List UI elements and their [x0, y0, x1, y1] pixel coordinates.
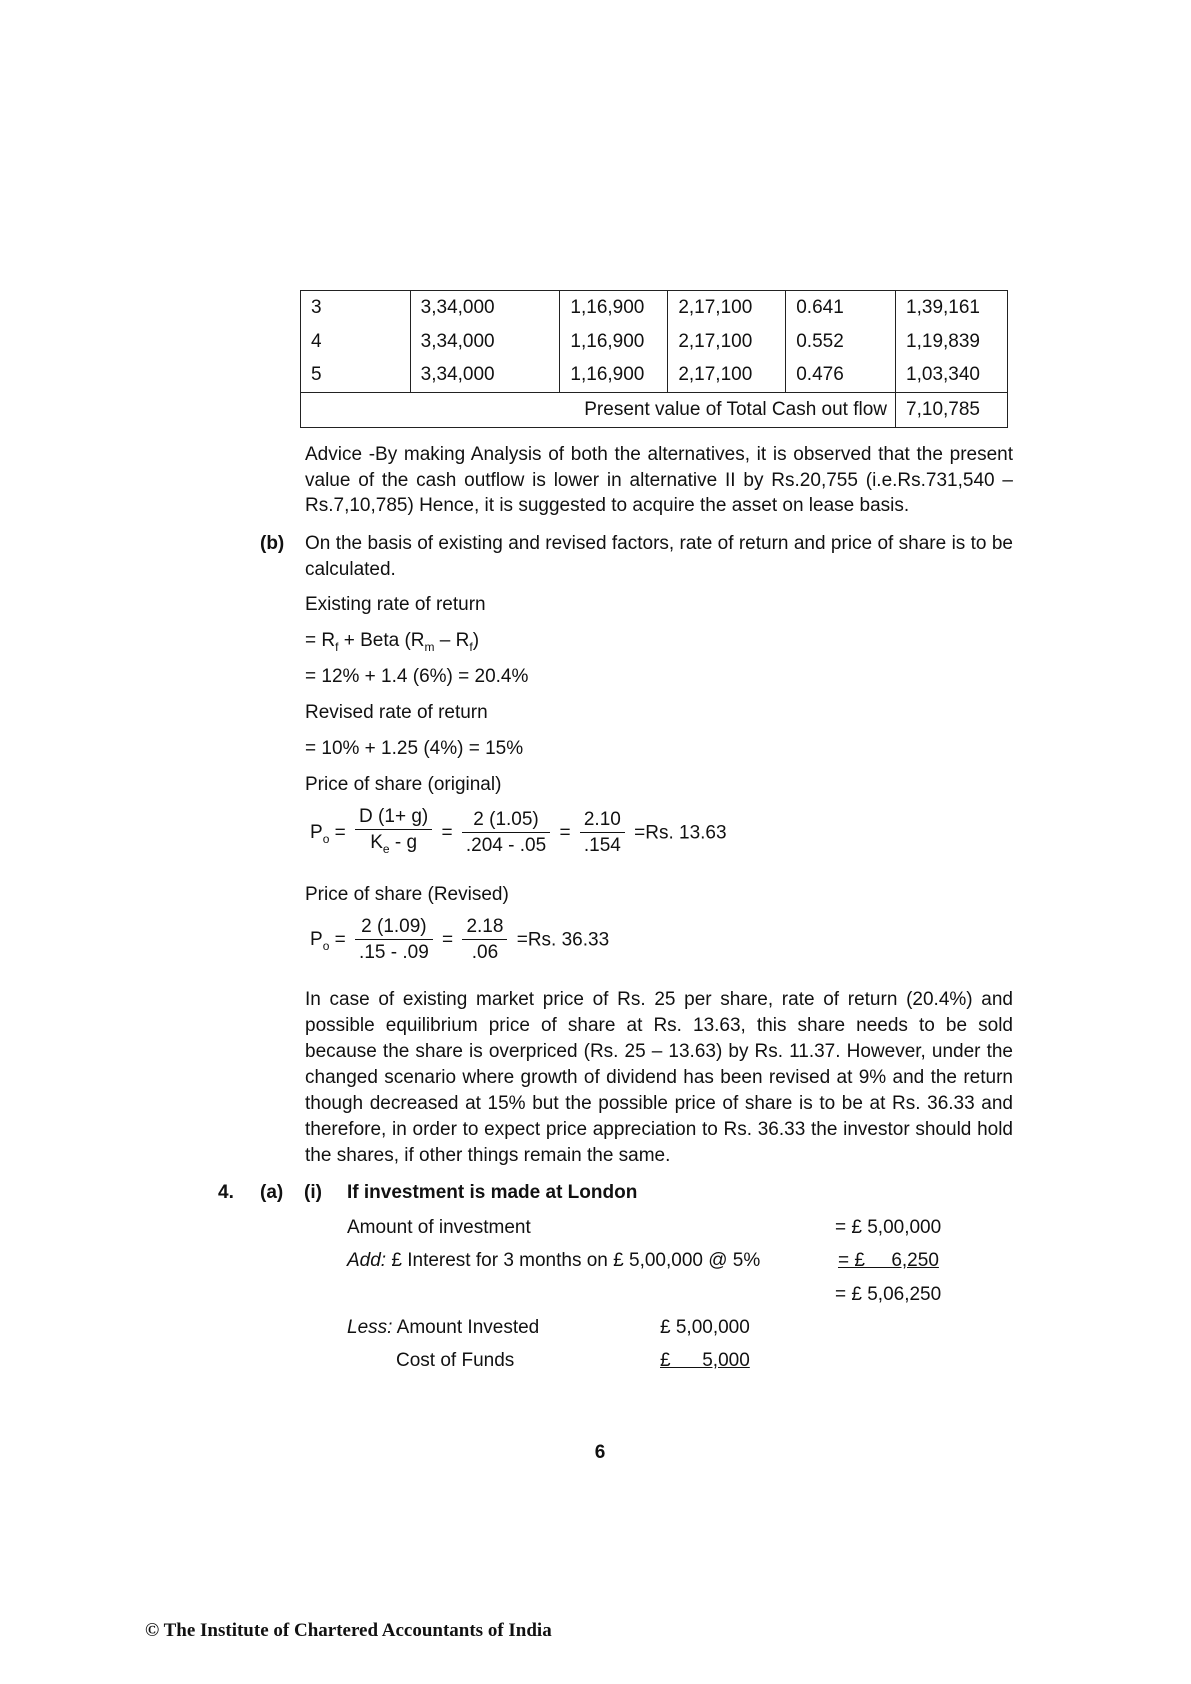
question-number: 4. — [218, 1182, 234, 1203]
price-original-formula: $P_o$ = $\frac{D (1+ g)}{K_e - g}$ = $\frac{2 (1.05)}{.204 - .05}$ = $\frac{2.10}{.154}$ =Rs. 13.63 — [310, 805, 727, 862]
amount-of-investment-label: Amount of investment — [347, 1217, 531, 1238]
section-heading: If investment is made at London — [347, 1182, 638, 1203]
total-investment-value: = £ 5,06,250 — [835, 1284, 942, 1305]
fraction: $\frac{D (1+ g)}{K_e - g}$ — [355, 805, 432, 862]
total-label: Present value of Total Cash out flow — [301, 392, 896, 427]
cash-outflow-table — [300, 290, 1008, 428]
fraction: $\frac{2.10}{.154}$ — [580, 808, 625, 859]
question-part: (a) — [260, 1182, 284, 1203]
question-subpart: (i) — [304, 1182, 322, 1203]
existing-rate-heading: Existing rate of return — [305, 594, 486, 615]
cost-of-funds-label: Cost of Funds — [396, 1350, 515, 1371]
part-b-label: (b) — [260, 533, 285, 554]
interest-value: = £ 6,250 — [838, 1250, 939, 1271]
table-total-row — [301, 392, 1008, 427]
table-row: 3 3,34,000 1,16,900 2,17,100 0.641 1,39,161 — [301, 291, 1008, 325]
revised-rate-calc: = 10% + 1.25 (4%) = 15% — [305, 738, 524, 759]
table-row: 4 3,34,000 1,16,900 2,17,100 0.552 1,19,839 — [301, 325, 1008, 359]
existing-rate-formula: = $R_f$ + Beta $(R_m - R_f)$ — [305, 630, 480, 654]
existing-rate-calc: = 12% + 1.4 (6%) = 20.4% — [305, 666, 529, 687]
fraction: $\frac{2 (1.05)}{.204 - .05}$ — [462, 808, 550, 859]
price-original-heading: Price of share (original) — [305, 774, 502, 795]
price-revised-heading: Price of share (Revised) — [305, 884, 509, 905]
footer-copyright: © The Institute of Chartered Accountants of India — [145, 1620, 552, 1641]
cost-of-funds-value: £ 5,000 — [660, 1350, 750, 1371]
interest-line: Add: £ Interest for 3 months on £ 5,00,000 @ 5% — [347, 1250, 761, 1271]
page-number: 6 — [594, 1442, 606, 1463]
advice-paragraph: Advice -By making Analysis of both the alternatives, it is observed that the present value of the cash outflow is lower in alternative II by Rs.20,755 (i.e.Rs.731,540 – Rs.7,10,785) Hence, it is suggested to acquire the asset on lease basis. — [305, 444, 1013, 517]
price-revised-formula: $P_o$ = $\frac{2 (1.09)}{.15 - .09}$ = $\frac{2.18}{.06}$ =Rs. 36.33 — [310, 915, 609, 966]
fraction: $\frac{2.18}{.06}$ — [462, 915, 507, 966]
amount-invested-value: £ 5,00,000 — [660, 1317, 750, 1338]
part-b-intro: On the basis of existing and revised factors, rate of return and price of share is to be calculated. — [305, 533, 1013, 580]
conclusion-paragraph: In case of existing market price of Rs. 25 per share, rate of return (20.4%) and possible equilibrium price of share at Rs. 13.63, this share needs to be sold because the share is overpriced (Rs. 25 – 13.63) by Rs. 11.37. However, under the changed scenario where growth of dividend has been revised at 9% and the return though decreased at 15% but the possible price of share is to be at Rs. 36.33 and therefore, in order to expect price appreciation to Rs. 36.33 the investor should hold the shares, if other things remain the same. — [305, 989, 1013, 1166]
revised-rate-heading: Revised rate of return — [305, 702, 488, 723]
amount-of-investment-value: = £ 5,00,000 — [835, 1217, 942, 1238]
amount-invested-line: Less: Amount Invested — [347, 1317, 540, 1338]
total-value: 7,10,785 — [896, 392, 1008, 427]
fraction: $\frac{2 (1.09)}{.15 - .09}$ — [355, 915, 433, 966]
table-row: 5 3,34,000 1,16,900 2,17,100 0.476 1,03,340 — [301, 358, 1008, 392]
